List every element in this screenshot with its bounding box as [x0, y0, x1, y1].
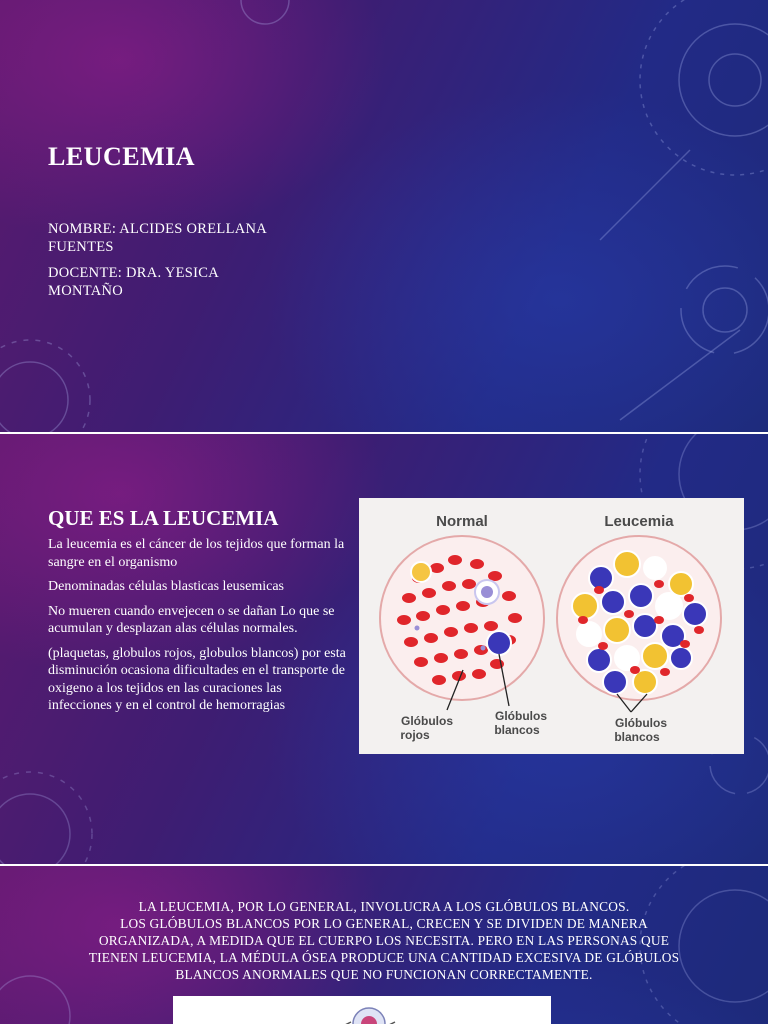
slide-what-is-leukemia — [0, 434, 768, 864]
red-cells-label-line1: Glóbulos — [401, 714, 453, 728]
red-cells-label-line2: rojos — [400, 728, 430, 742]
tech-circles-decoration — [0, 0, 768, 432]
white-cells-label-line2: blancos — [494, 723, 540, 737]
teacher-name: DOCENTE: DRA. YESICA MONTAÑO — [48, 265, 219, 299]
blood-comparison-illustration — [359, 498, 744, 754]
presentation-title: LEUCEMIA — [48, 142, 196, 171]
explanation-line: TIENEN LEUCEMIA, LA MÉDULA ÓSEA PRODUCE UNA CANTIDAD EXCESIVA DE GLÓBULOS — [88, 950, 680, 965]
explanation-line: LA LEUCEMIA, POR LO GENERAL, INVOLUCRA A LOS GLÓBULOS BLANCOS. — [138, 899, 630, 914]
cell-illustration — [173, 996, 551, 1024]
student-name: NOMBRE: ALCIDES ORELLANA FUENTES — [48, 221, 267, 255]
paragraph: Denominadas células blasticas leusemicas — [48, 579, 284, 594]
slide-title — [0, 0, 768, 432]
leukemic-cells-label-line2: blancos — [614, 730, 660, 744]
paragraph: No mueren cuando envejecen o se dañan Lo que se acumulan y desplazan alas células normales. — [48, 603, 335, 636]
white-cells-label-line1: Glóbulos — [495, 709, 547, 723]
slide-white-cells-explanation — [0, 866, 768, 1024]
explanation-text — [40, 898, 728, 983]
section-title: QUE ES LA LEUCEMIA — [48, 506, 279, 530]
blood-comparison-figure — [359, 498, 744, 754]
leukemic-cells-label-line1: Glóbulos — [615, 716, 667, 730]
section-body — [48, 536, 348, 722]
leukemia-label: Leucemia — [604, 513, 674, 530]
explanation-line: BLANCOS ANORMALES QUE NO FUNCIONAN CORRECTAMENTE. — [175, 967, 593, 982]
normal-label: Normal — [436, 513, 488, 530]
explanation-line: ORGANIZADA, A MEDIDA QUE EL CUERPO LOS NECESITA. PERO EN LAS PERSONAS QUE — [98, 933, 670, 948]
explanation-line: LOS GLÓBULOS BLANCOS POR LO GENERAL, CRECEN Y SE DIVIDEN DE MANERA — [120, 916, 648, 931]
paragraph: (plaquetas, globulos rojos, globulos blancos) por esta disminución ocasiona dificultades en el transporte de oxigeno a los tejidos en las curaciones las infecciones y en el control de hemorragias — [48, 645, 346, 713]
paragraph: La leucemia es el cáncer de los tejidos que forman la sangre en el organismo — [48, 537, 345, 570]
leukemia-blood-sample — [557, 536, 721, 712]
normal-blood-sample — [380, 536, 544, 710]
illustration-panel — [173, 996, 551, 1024]
